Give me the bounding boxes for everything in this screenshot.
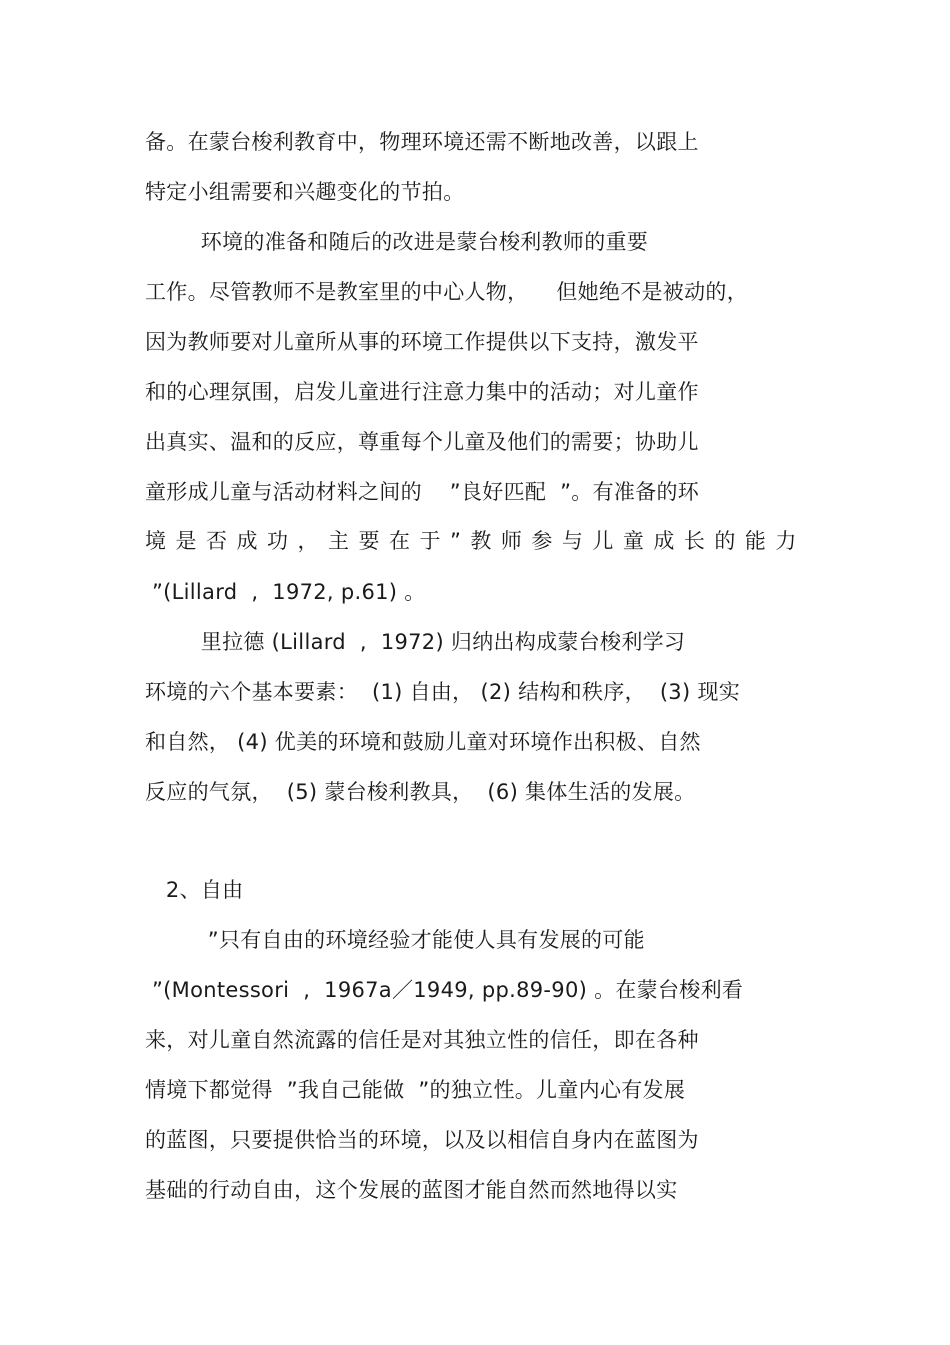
text-line: 的蓝图，只要提供恰当的环境，以及以相信自身内在蓝图为 — [145, 1128, 699, 1152]
text-line: 备。在蒙台梭利教育中，物理环境还需不断地改善，以跟上 — [145, 130, 699, 154]
section-heading: 2、自由 — [145, 878, 244, 902]
text-line: 境是否成功，主要在于”教师参与儿童成长的能力 — [145, 529, 806, 553]
text-line: 基础的行动自由，这个发展的蓝图才能自然而然地得以实 — [145, 1178, 678, 1202]
text-line: 特定小组需要和兴趣变化的节拍。 — [145, 180, 465, 204]
citation-line: ”(Lillard , 1972, p.61) 。 — [145, 580, 426, 604]
text-line: 反应的气氛， (5) 蒙台梭利教具， (6) 集体生活的发展。 — [145, 780, 696, 804]
text-line: 和的心理氛围，启发儿童进行注意力集中的活动；对儿童作 — [145, 380, 699, 404]
quote-line: ”只有自由的环境经验才能使人具有发展的可能 — [145, 928, 645, 952]
text-line: 情境下都觉得 ”我自己能做 ”的独立性。儿童内心有发展 — [145, 1078, 686, 1102]
text-line: 里拉德 (Lillard , 1972) 归纳出构成蒙台梭利学习 — [145, 630, 686, 654]
text-line: 出真实、温和的反应，尊重每个儿童及他们的需要；协助儿 — [145, 430, 699, 454]
text-line: 环境的准备和随后的改进是蒙台梭利教师的重要 — [145, 230, 649, 254]
text-line: 工作。尽管教师不是教室里的中心人物， 但她绝不是被动的， — [145, 280, 748, 304]
text-line: 和自然， (4) 优美的环境和鼓励儿童对环境作出积极、自然 — [145, 730, 701, 754]
citation-line: ”(Montessori , 1967a／1949, pp.89-90) 。在蒙台梭利看 — [145, 978, 744, 1002]
text-line: 环境的六个基本要素： (1) 自由， (2) 结构和秩序， (3) 现实 — [145, 680, 741, 704]
text-line: 童形成儿童与活动材料之间的 ”良好匹配 ”。有准备的环 — [145, 480, 700, 504]
text-line: 来，对儿童自然流露的信任是对其独立性的信任，即在各种 — [145, 1028, 699, 1052]
text-line: 因为教师要对儿童所从事的环境工作提供以下支持，激发平 — [145, 330, 699, 354]
